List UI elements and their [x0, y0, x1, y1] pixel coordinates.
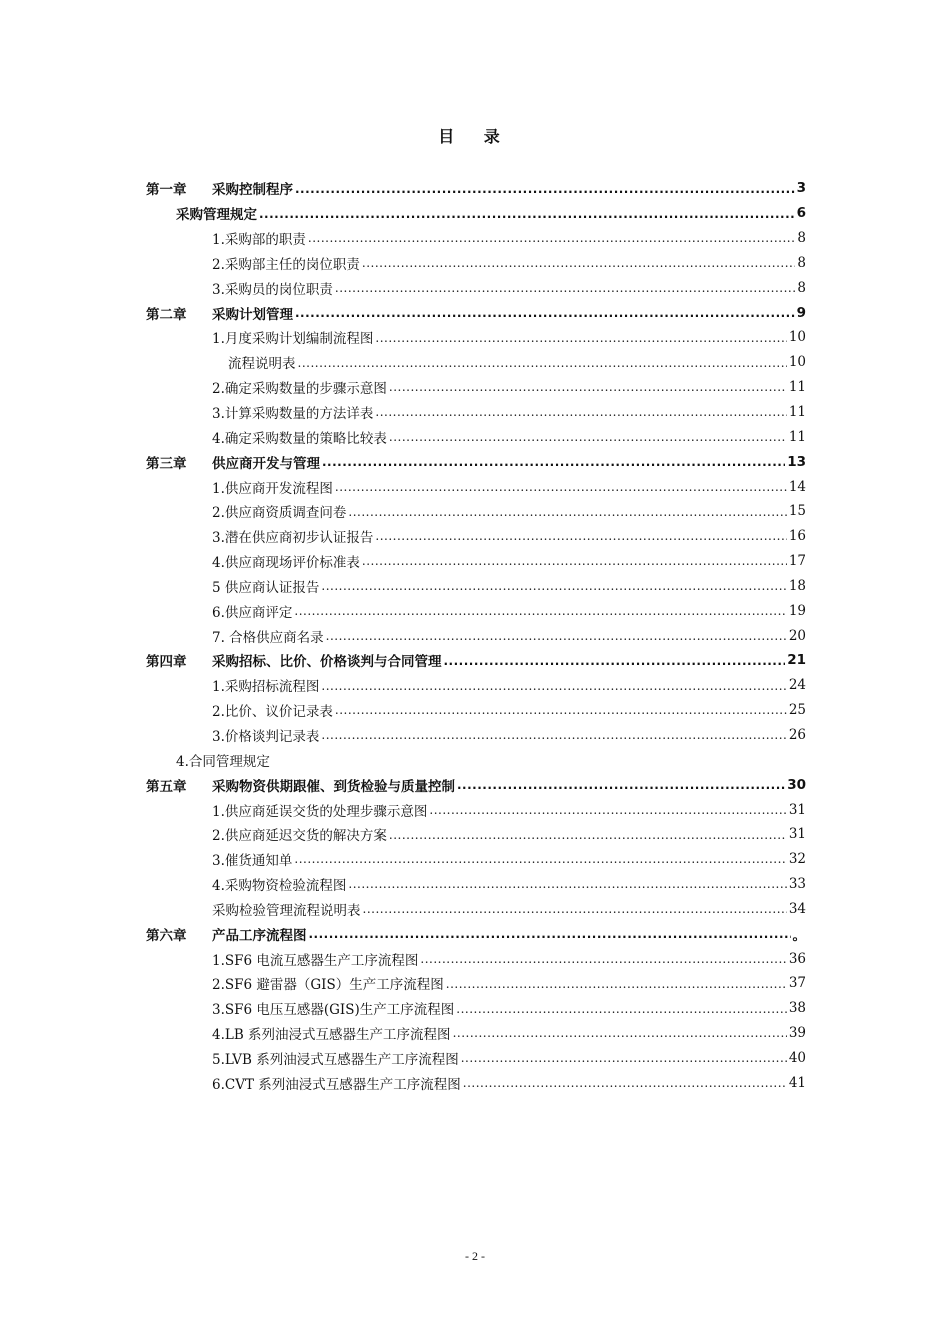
dot-leader — [321, 678, 786, 692]
toc-entry-label — [146, 452, 320, 472]
toc-entry[interactable] — [212, 971, 806, 996]
toc-entry[interactable] — [212, 549, 806, 574]
toc-page-number: 31 — [788, 801, 806, 818]
toc-entry-text: 1.供应商开发流程图 — [212, 480, 333, 497]
toc-entry-label — [146, 924, 307, 944]
toc-page-number: 41 — [788, 1074, 806, 1091]
toc-entry-label — [212, 228, 306, 248]
toc-page-number: 37 — [788, 975, 806, 992]
dot-leader — [389, 429, 787, 443]
toc-entry-text: 3.潜在供应商初步认证报告 — [212, 530, 374, 547]
toc-entry-label — [228, 352, 296, 372]
toc-entry-label — [212, 576, 319, 596]
toc-entry-text: 4.LB 系列油浸式互感器生产工序流程图 — [212, 1027, 451, 1044]
dot-leader — [446, 976, 787, 990]
toc-entry-label — [212, 824, 387, 844]
dot-leader — [326, 628, 787, 642]
toc-entry[interactable] — [176, 747, 806, 772]
toc-entry-text: 7. 合格供应商名录 — [212, 629, 324, 646]
table-of-contents — [0, 176, 950, 1095]
dot-leader — [389, 379, 787, 393]
toc-entry-text: 采购招标、比价、价格谈判与合同管理 — [212, 654, 442, 671]
toc-entry-text: 1.月度采购计划编制流程图 — [212, 331, 374, 348]
toc-entry-label — [212, 626, 324, 646]
toc-entry-text: 采购物资供期跟催、到货检验与质量控制 — [212, 778, 455, 795]
dot-leader — [429, 802, 786, 816]
toc-page-number: 25 — [788, 702, 806, 719]
toc-page-number: 8 — [797, 230, 806, 247]
toc-page-number: 33 — [788, 876, 806, 893]
toc-page-number: 13 — [787, 453, 806, 470]
toc-entry-label — [146, 303, 293, 323]
toc-entry-text: 采购检验管理流程说明表 — [212, 902, 361, 919]
toc-entry-text: 4.确定采购数量的策略比较表 — [212, 430, 387, 447]
toc-entry-label — [212, 278, 333, 298]
toc-chapter-entry[interactable] — [146, 648, 806, 673]
toc-entry-label — [176, 750, 270, 770]
toc-entry[interactable] — [212, 251, 806, 276]
toc-entry-text: 2.供应商资质调查问卷 — [212, 505, 347, 522]
chapter-number: 第三章 — [146, 455, 187, 472]
chapter-number: 第四章 — [146, 654, 187, 671]
toc-page-number: 16 — [788, 528, 806, 545]
toc-entry-text: 供应商开发与管理 — [212, 455, 320, 472]
toc-entry-label — [212, 501, 346, 521]
chapter-number: 第六章 — [146, 927, 187, 944]
toc-entry[interactable] — [212, 623, 806, 648]
toc-page-number: 26 — [788, 726, 806, 743]
toc-entry-label — [212, 1023, 451, 1043]
chapter-number: 第一章 — [146, 182, 187, 199]
toc-entry[interactable] — [212, 698, 806, 723]
toc-page-number: 31 — [788, 826, 806, 843]
toc-entry[interactable] — [212, 996, 806, 1021]
toc-entry-text: 5.LVB 系列油浸式互感器生产工序流程图 — [212, 1051, 459, 1068]
toc-entry-label — [212, 377, 387, 397]
toc-entry-text: 产品工序流程图 — [212, 927, 307, 944]
toc-entry-label — [212, 700, 333, 720]
toc-entry[interactable] — [212, 872, 806, 897]
toc-entry-text: 6.CVT 系列油浸式互感器生产工序流程图 — [212, 1076, 461, 1093]
toc-entry-text: 流程说明表 — [228, 356, 296, 373]
toc-page-number: 11 — [788, 428, 806, 445]
toc-entry-text: 6.供应商评定 — [212, 604, 293, 621]
toc-entry[interactable] — [212, 896, 806, 921]
dot-leader — [362, 255, 796, 269]
toc-entry-label — [212, 402, 373, 422]
toc-entry-text: 1.供应商延误交货的处理步骤示意图 — [212, 803, 428, 820]
dot-leader — [362, 553, 787, 567]
toc-entry-text: 2.供应商延迟交货的解决方案 — [212, 828, 387, 845]
toc-entry-text: 2.SF6 避雷器（GIS）生产工序流程图 — [212, 977, 444, 994]
toc-page-number: 21 — [787, 652, 806, 669]
toc-entry[interactable] — [212, 400, 806, 425]
dot-leader — [375, 404, 786, 418]
toc-page-number: 8 — [797, 279, 806, 296]
dot-leader — [463, 1075, 787, 1089]
dot-leader — [321, 727, 786, 741]
dot-leader — [335, 702, 787, 716]
toc-entry-label — [212, 253, 360, 273]
toc-entry-text: 采购控制程序 — [212, 182, 293, 199]
toc-entry-text: 3.价格谈判记录表 — [212, 728, 320, 745]
toc-entry-text: 4.采购物资检验流程图 — [212, 878, 347, 895]
toc-entry-label — [212, 601, 292, 621]
dot-leader — [389, 827, 787, 841]
toc-page-number: 36 — [788, 950, 806, 967]
toc-entry[interactable] — [212, 375, 806, 400]
toc-page-number: 11 — [788, 379, 806, 396]
toc-entry-label — [212, 800, 427, 820]
dot-leader — [298, 355, 787, 369]
toc-entry-label — [146, 650, 442, 670]
toc-entry[interactable] — [212, 574, 806, 599]
toc-page-number: 3 — [796, 180, 806, 197]
toc-entry[interactable] — [212, 847, 806, 872]
toc-entry-text: 3.SF6 电压互感器(GIS)生产工序流程图 — [212, 1002, 455, 1019]
toc-chapter-entry[interactable] — [146, 449, 806, 474]
toc-chapter-entry[interactable] — [146, 772, 806, 797]
toc-entry-label — [146, 775, 455, 795]
dot-leader — [295, 181, 795, 195]
dot-leader — [348, 504, 786, 518]
toc-entry[interactable] — [212, 1070, 806, 1095]
toc-entry-text: 3.采购员的岗位职责 — [212, 281, 333, 298]
toc-entry-label — [212, 949, 418, 969]
dot-leader — [363, 901, 787, 915]
toc-page-number: 9 — [796, 304, 806, 321]
toc-entry[interactable] — [212, 325, 806, 350]
dot-leader — [335, 280, 796, 294]
toc-entry-label — [212, 526, 373, 546]
dot-leader — [294, 851, 786, 865]
toc-entry[interactable] — [212, 226, 806, 251]
toc-entry[interactable] — [212, 474, 806, 499]
toc-page-number: 40 — [788, 1049, 806, 1066]
toc-entry[interactable] — [176, 201, 806, 226]
toc-entry-label — [212, 998, 454, 1018]
toc-page-number: 38 — [788, 1000, 806, 1017]
toc-page-number: 14 — [788, 478, 806, 495]
toc-entry-text: 采购计划管理 — [212, 306, 293, 323]
toc-entry-label — [212, 849, 292, 869]
toc-page-number: 18 — [788, 577, 806, 594]
toc-entry[interactable] — [212, 797, 806, 822]
toc-entry-text: 4.供应商现场评价标准表 — [212, 555, 360, 572]
toc-entry[interactable] — [212, 946, 806, 971]
toc-entry-label — [212, 477, 333, 497]
toc-page-number: 34 — [788, 900, 806, 917]
toc-entry[interactable] — [212, 499, 806, 524]
toc-page-number: 17 — [788, 553, 806, 570]
toc-entry-label — [212, 973, 444, 993]
toc-entry-text: 3.计算采购数量的方法详表 — [212, 406, 374, 423]
toc-entry[interactable] — [212, 1021, 806, 1046]
toc-page-number: 6 — [796, 205, 806, 222]
toc-entry-text: 5 供应商认证报告 — [212, 579, 320, 596]
dot-leader — [420, 951, 786, 965]
chapter-number: 第五章 — [146, 778, 187, 795]
toc-title: 目 录 — [438, 127, 512, 146]
dot-leader — [322, 454, 785, 468]
toc-entry-label — [212, 1073, 461, 1093]
dot-leader — [259, 206, 795, 220]
dot-leader — [294, 603, 786, 617]
toc-entry-text: 3.催货通知单 — [212, 853, 293, 870]
toc-entry-label — [212, 551, 360, 571]
toc-page-number: 11 — [788, 404, 806, 421]
toc-entry-text: 1.SF6 电流互感器生产工序流程图 — [212, 952, 419, 969]
dot-leader — [456, 1001, 787, 1015]
toc-page-number: 24 — [788, 677, 806, 694]
toc-entry[interactable] — [228, 350, 806, 375]
dot-leader — [335, 479, 787, 493]
toc-page-number: 19 — [788, 602, 806, 619]
toc-entry-text: 1.采购部的职责 — [212, 232, 306, 249]
page-number: - 2 - — [465, 1249, 485, 1263]
toc-page-number: 39 — [788, 1025, 806, 1042]
toc-entry-text: 2.比价、议价记录表 — [212, 704, 333, 721]
toc-entry[interactable] — [212, 524, 806, 549]
dot-leader — [453, 1025, 787, 1039]
toc-entry-text: 2.确定采购数量的步骤示意图 — [212, 381, 387, 398]
toc-entry[interactable] — [212, 598, 806, 623]
toc-page-number: 20 — [788, 627, 806, 644]
dot-leader — [375, 330, 786, 344]
dot-leader — [308, 230, 796, 244]
toc-entry-text: 1.采购招标流程图 — [212, 679, 320, 696]
toc-entry-label — [212, 1048, 459, 1068]
toc-entry[interactable] — [212, 673, 806, 698]
toc-page-number: 。 — [792, 927, 806, 944]
toc-entry[interactable] — [212, 275, 806, 300]
toc-entry-label — [212, 874, 346, 894]
dot-leader — [295, 305, 795, 319]
toc-entry-text: 2.采购部主任的岗位职责 — [212, 256, 360, 273]
toc-entry[interactable] — [212, 424, 806, 449]
toc-chapter-entry[interactable] — [146, 176, 806, 201]
toc-entry-label — [176, 203, 257, 223]
dot-leader — [444, 653, 786, 667]
toc-page-number: 30 — [787, 776, 806, 793]
toc-page-number: 15 — [788, 503, 806, 520]
toc-entry-label — [212, 675, 319, 695]
chapter-number: 第二章 — [146, 306, 187, 323]
toc-entry[interactable] — [212, 1046, 806, 1071]
toc-entry-text: 采购管理规定 — [176, 207, 257, 224]
dot-leader — [348, 876, 786, 890]
toc-entry-label — [212, 327, 373, 347]
toc-page-number: 32 — [788, 851, 806, 868]
dot-leader — [461, 1050, 787, 1064]
dot-leader — [457, 777, 785, 791]
toc-entry[interactable] — [212, 723, 806, 748]
toc-chapter-entry[interactable] — [146, 921, 806, 946]
dot-leader — [321, 578, 786, 592]
toc-entry-label — [212, 725, 319, 745]
toc-page-number: 10 — [788, 354, 806, 371]
toc-entry-label — [212, 427, 387, 447]
toc-page-number: 8 — [797, 254, 806, 271]
dot-leader — [309, 926, 791, 940]
toc-entry-label — [212, 899, 361, 919]
toc-entry-text: 4.合同管理规定 — [176, 753, 270, 770]
toc-entry-label — [146, 178, 293, 198]
toc-page-number: 10 — [788, 329, 806, 346]
toc-entry[interactable] — [212, 822, 806, 847]
dot-leader — [375, 528, 786, 542]
toc-chapter-entry[interactable] — [146, 300, 806, 325]
